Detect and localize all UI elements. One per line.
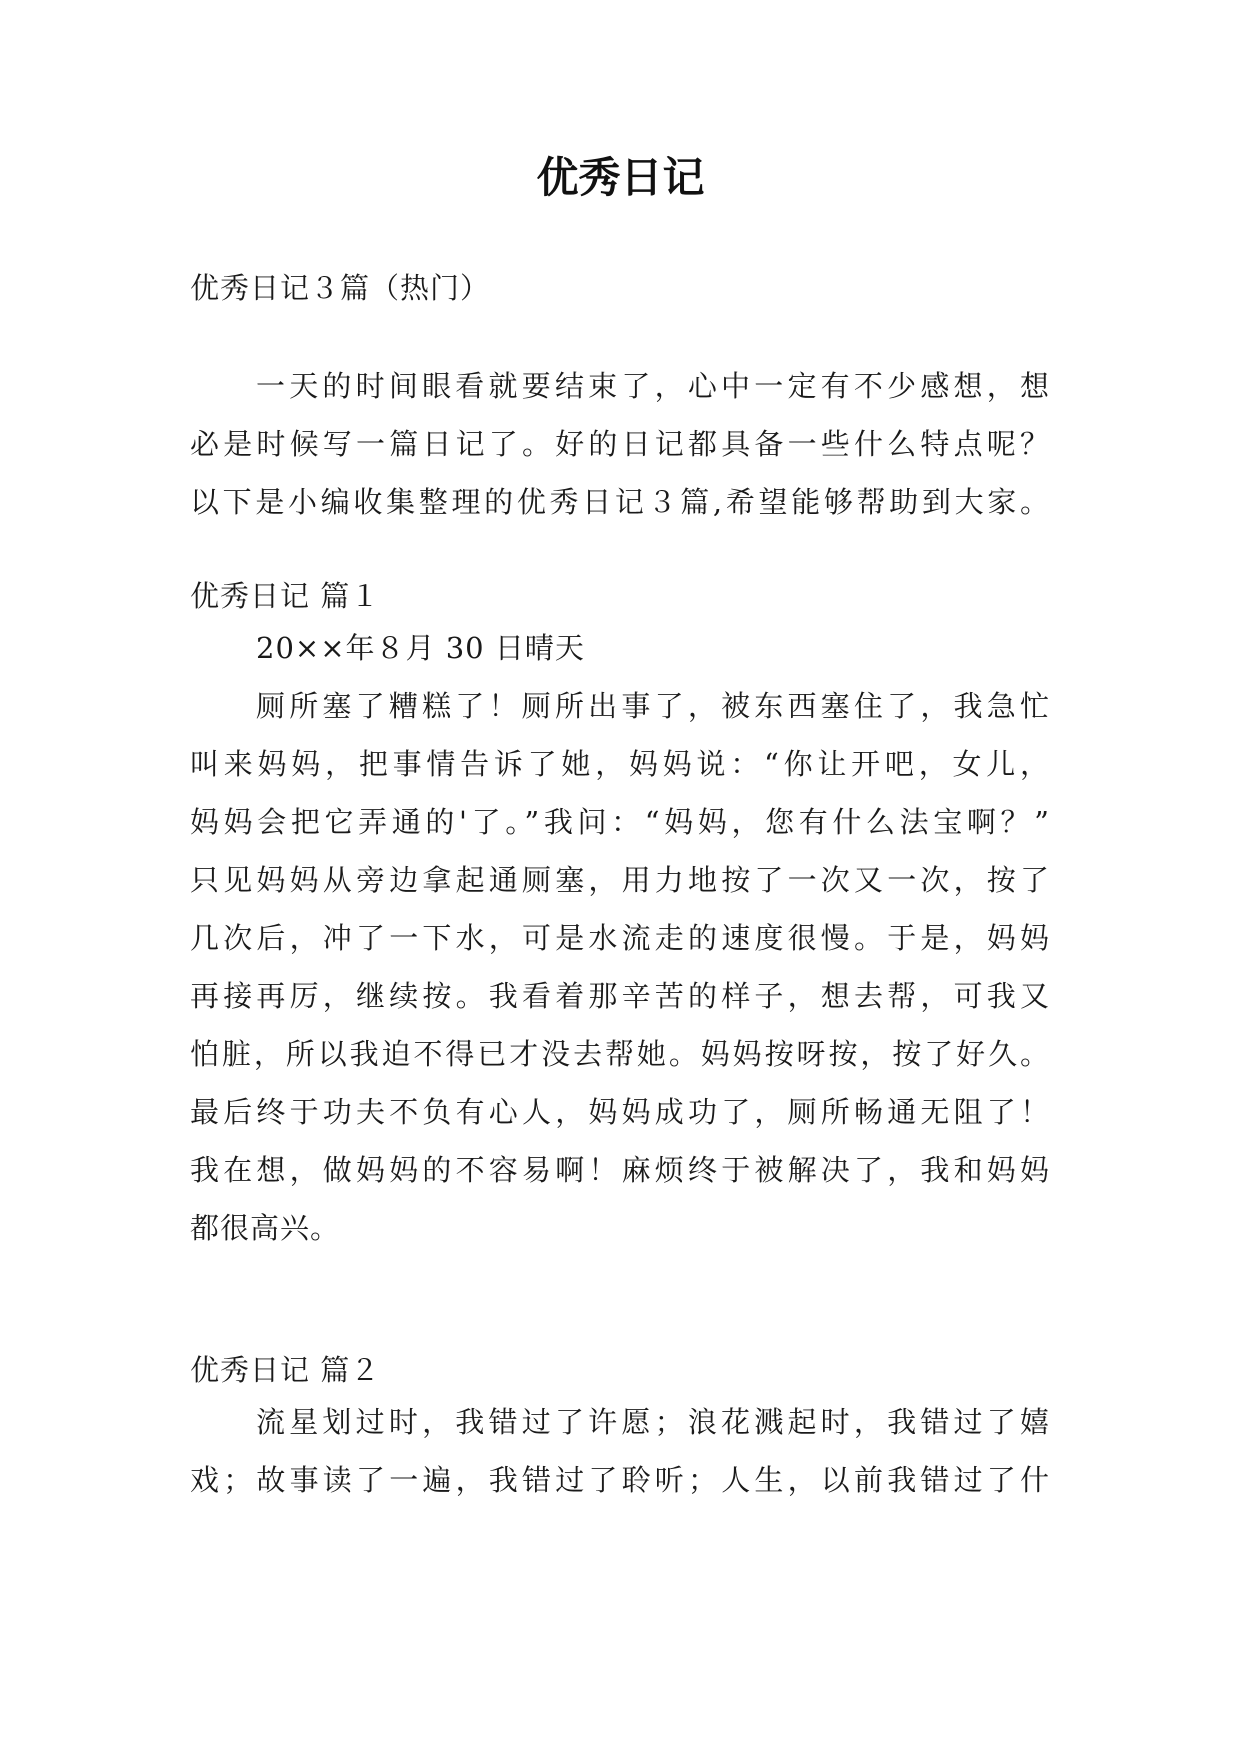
- intro-paragraph: [190, 357, 1050, 531]
- section2-line: 戏；故事读了一遍，我错过了聆听；人生，以前我错过了什: [190, 1463, 1050, 1497]
- section1-date: 20××年８月 30 日晴天: [256, 631, 585, 665]
- section1-line: 再接再厉，继续按。我看着那辛苦的样子，想去帮，可我又: [190, 979, 1050, 1013]
- document-title: 优秀日记: [536, 153, 705, 202]
- section1-line: 妈妈会把它弄通的'了。”我问：“妈妈，您有什么法宝啊？”: [190, 805, 1050, 839]
- section1-body: [190, 619, 1050, 1257]
- section2-heading: 优秀日记 篇２: [190, 1353, 381, 1387]
- section1-line: 只见妈妈从旁边拿起通厕塞，用力地按了一次又一次，按了: [190, 863, 1050, 897]
- section1-line: 最后终于功夫不负有心人，妈妈成功了，厕所畅通无阻了！: [190, 1095, 1050, 1129]
- section2-line: 流星划过时，我错过了许愿；浪花溅起时，我错过了嬉: [256, 1405, 1050, 1439]
- document-subtitle: 优秀日记３篇（热门）: [190, 271, 491, 305]
- section1-line: 怕脏，所以我迫不得已才没去帮她。妈妈按呀按，按了好久。: [190, 1037, 1050, 1071]
- intro-line: 以下是小编收集整理的优秀日记３篇,希望能够帮助到大家。: [190, 485, 1050, 519]
- section1-line: 叫来妈妈，把事情告诉了她，妈妈说：“你让开吧，女儿，: [190, 747, 1050, 781]
- section1-line: 都很高兴。: [190, 1211, 341, 1245]
- section1-heading: 优秀日记 篇１: [190, 579, 381, 613]
- section1-line: 厕所塞了糟糕了！厕所出事了，被东西塞住了，我急忙: [256, 689, 1050, 723]
- section1-line: 我在想，做妈妈的不容易啊！麻烦终于被解决了，我和妈妈: [190, 1153, 1050, 1187]
- section1-line: 几次后，冲了一下水，可是水流走的速度很慢。于是，妈妈: [190, 921, 1050, 955]
- intro-line: 一天的时间眼看就要结束了，心中一定有不少感想，想: [256, 369, 1050, 403]
- section2-body: [190, 1393, 1050, 1509]
- intro-line: 必是时候写一篇日记了。好的日记都具备一些什么特点呢？: [190, 427, 1050, 461]
